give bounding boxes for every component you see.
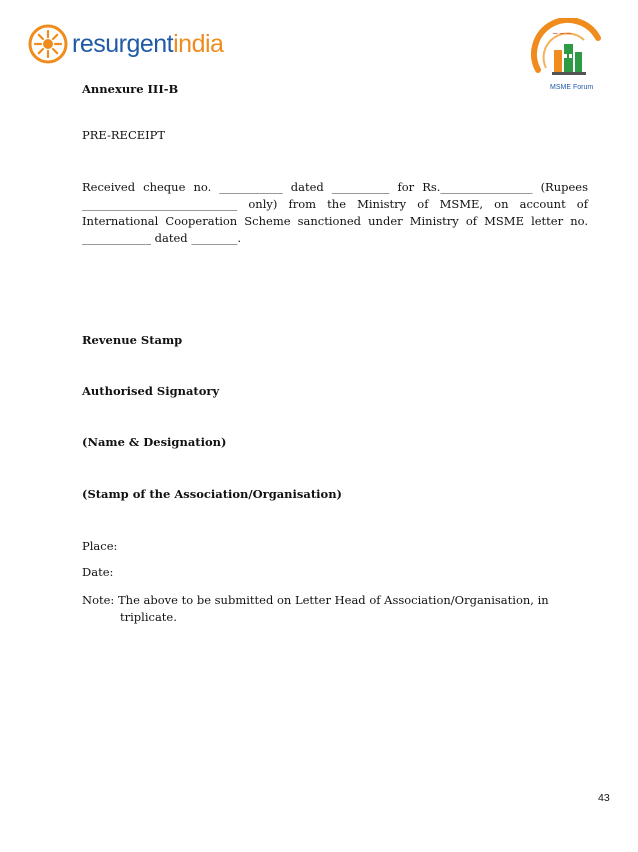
msme-forum-logo: [524, 18, 614, 98]
name-designation-label: (Name & Designation): [82, 435, 227, 449]
brand-part-1: resurgent: [72, 29, 174, 58]
note-text-line1: The above to be submitted on Letter Head of Association/Organisation, in: [118, 593, 549, 607]
note-text-line2: triplicate.: [120, 610, 177, 624]
resurgent-india-logo: [28, 22, 223, 66]
annexure-title: Annexure III-B: [82, 82, 179, 96]
place-label: Place:: [82, 539, 118, 553]
msme-forum-logo-icon: [524, 18, 614, 88]
stamp-association-label: (Stamp of the Association/Organisation): [82, 487, 342, 501]
paragraph-line: International Cooperation Scheme sanctioned under Ministry of MSME letter no.: [82, 214, 588, 228]
paragraph-line: ____________ dated ________.: [82, 231, 241, 245]
receipt-paragraph: [82, 179, 588, 247]
svg-text:~~~: ~~~: [552, 29, 573, 38]
pre-receipt-heading: PRE-RECEIPT: [82, 128, 166, 142]
authorised-signatory-label: Authorised Signatory: [82, 384, 220, 398]
date-label: Date:: [82, 565, 114, 579]
msme-forum-tagline: MSME Forum: [550, 84, 594, 91]
paragraph-line: Received cheque no. ___________ dated __________ for Rs.________________ (Rupees: [82, 180, 588, 194]
note-label: Note:: [82, 593, 115, 607]
brand-part-2: india: [173, 29, 224, 58]
revenue-stamp-label: Revenue Stamp: [82, 333, 183, 347]
page-number: 43: [598, 792, 610, 804]
note-block: [82, 592, 549, 626]
paragraph-line: ___________________________ only) from the Ministry of MSME, on account of: [82, 197, 588, 211]
sunburst-logo-icon: [28, 24, 68, 64]
brand-wordmark: [72, 29, 224, 58]
